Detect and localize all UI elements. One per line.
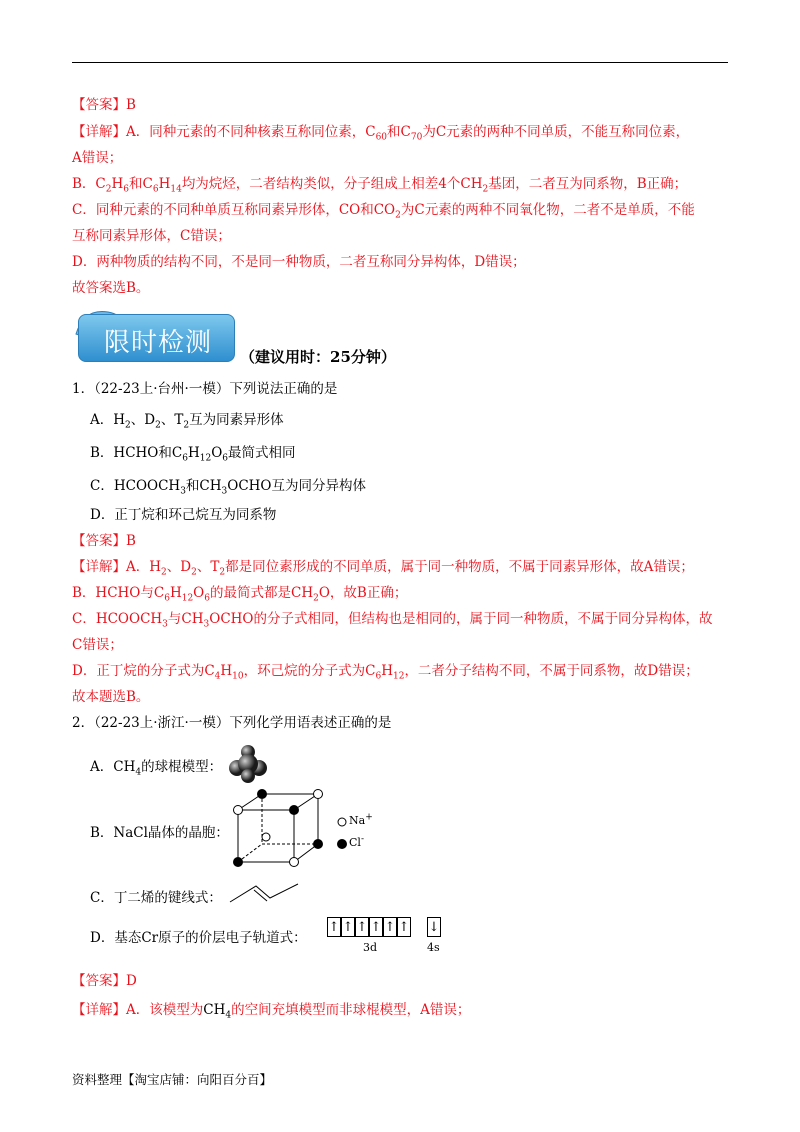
q2-answer: 【答案】D <box>72 973 137 989</box>
q1-option-a: A．$H_2$、$D_2$、$T_2$互为同素异形体 <box>90 412 284 431</box>
answer-line-1: 【答案】B <box>72 97 136 113</box>
q2-option-c: C．丁二烯的键线式： <box>90 890 222 906</box>
header-rule <box>72 62 728 63</box>
section-banner <box>70 304 236 364</box>
q1-detail-d: D．正丁烷的分子式为$C_4H_{10}$，环己烷的分子式为$C_6H_{12}$，二者分子结构不同，不属于同系物，故D错误； <box>72 663 699 682</box>
detail-line-d: D．两种物质的结构不同，不是同一种物质，二者互称同分异构体，D错误； <box>72 254 526 270</box>
q2-option-b: B．NaCl晶体的晶胞： <box>90 825 229 841</box>
q1-detail-c: C．$HCOOCH_3$与$CH_3OCHO$的分子式相同，但结构也是相同的，属于同一种物质，不属于同分异构体，故 <box>72 611 713 630</box>
detail-line-b: B．$C_2H_6$和$C_6H_{14}$均为烷烃，二者结构类似，分子组成上相差4个$CH_2$基团，二者互为同系物，B正确； <box>72 176 688 195</box>
label-4s: 4s <box>427 941 440 954</box>
orbital-3d-3: ↑ <box>355 917 369 937</box>
q1-detail-a: 【详解】A．$H_2$、$D_2$、$T_2$都是同位素形成的不同单质，属于同一种物质，不属于同素异形体，故A错误； <box>72 559 694 578</box>
q1-detail-b: B．HCHO与$C_6H_{12}O_6$的最简式都是$CH_2O$，故B正确； <box>72 585 408 604</box>
time-suggestion: （建议用时：25分钟） <box>240 348 396 366</box>
q2-detail-a: 【详解】A．该模型为$CH_4$的空间充填模型而非球棍模型，A错误； <box>72 1002 471 1021</box>
detail-line-c-cont: 互称同素异形体，C错误； <box>72 228 231 244</box>
q1-stem: 1．（22-23上·台州·一模）下列说法正确的是 <box>72 381 338 397</box>
q2-option-d: D．基态Cr原子的价层电子轨道式： <box>90 930 307 946</box>
footer-source: 资料整理【淘宝店铺：向阳百分百】 <box>72 1072 273 1087</box>
q1-option-c: C．$HCOOCH_3$和$CH_3OCHO$互为同分异构体 <box>90 478 367 497</box>
label-3d: 3d <box>363 941 378 954</box>
ch4-filling-model-image <box>226 744 270 784</box>
orbital-3d-2: ↑ <box>341 917 355 937</box>
orbital-3d-6: ↑ <box>397 917 411 937</box>
orbital-3d-1: ↑ <box>327 917 341 937</box>
butadiene-skeletal-formula <box>226 878 306 908</box>
q1-answer: 【答案】B <box>72 533 136 549</box>
q1-option-b: B．HCHO和$C_6H_{12}O_6$最简式相同 <box>90 445 296 464</box>
q1-option-d: D．正丁烷和环己烷互为同系物 <box>90 507 277 523</box>
q1-detail-c-cont: C错误； <box>72 637 123 653</box>
q1-conclusion: 故本题选B。 <box>72 689 150 705</box>
conclusion-1: 故答案选B。 <box>72 280 150 296</box>
banner-title: 限时检测 <box>104 328 213 358</box>
legend-cl: Cl- <box>349 834 364 849</box>
q2-option-a: A．$CH_4$的球棍模型： <box>90 759 223 778</box>
detail-line-c: C．同种元素的不同种单质互称同素异形体，CO和$CO_2$为C元素的两种不同氧化物，二者不是单质，不能 <box>72 202 695 221</box>
orbital-3d-4: ↑ <box>369 917 383 937</box>
detail-line-a-cont: A错误； <box>72 150 123 166</box>
detail-line-a: 【详解】A．同种元素的不同种核素互称同位素，$C_{60}$和$C_{70}$为C元素的两种不同单质，不能互称同位素， <box>72 124 690 143</box>
orbital-3d-5: ↑ <box>383 917 397 937</box>
legend-na: Na+ <box>349 812 373 827</box>
orbital-4s: ↓ <box>427 917 441 937</box>
q2-stem: 2．（22-23上·浙江·一模）下列化学用语表述正确的是 <box>72 715 392 731</box>
